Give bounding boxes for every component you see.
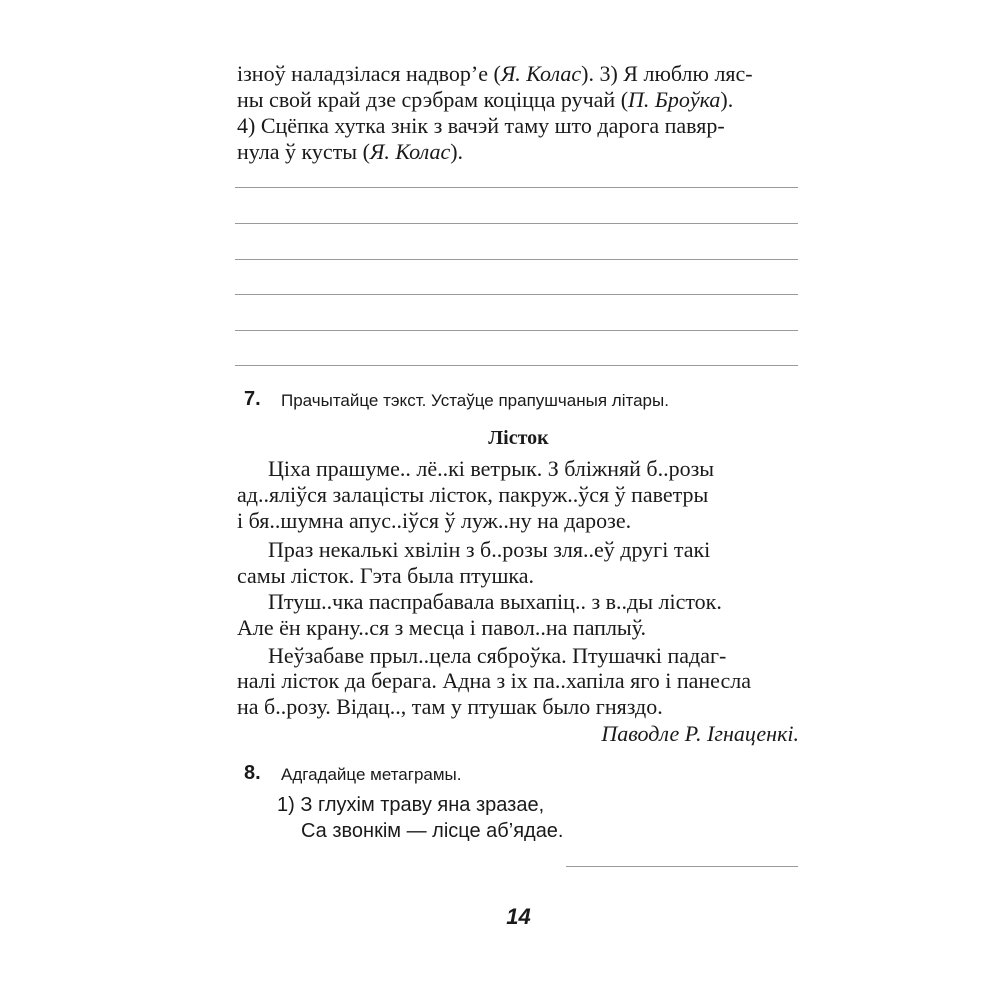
text-title: Лісток <box>488 427 549 449</box>
task-8-instruction: Адгадайце метаграмы. <box>281 765 462 784</box>
writing-line[interactable] <box>235 294 798 295</box>
text-line-5: самы лісток. Гэта была птушка. <box>237 563 535 588</box>
text-attribution: Паводле Р. Ігнаценкі. <box>601 721 799 746</box>
writing-line[interactable] <box>235 223 798 224</box>
intro-line-2: ны свой край дзе срэбрам коціцца ручай (П. Броўка). <box>237 87 734 112</box>
answer-line[interactable] <box>566 866 798 867</box>
text-line-8: Неўзабаве прыл..цела сяброўка. Птушачкі падаг- <box>268 643 727 668</box>
writing-line[interactable] <box>235 365 798 366</box>
text-line-10: на б..розу. Відац.., там у птушак было гняздо. <box>237 694 663 719</box>
text-line-7: Але ён крану..ся з месца і павол..на паплыў. <box>237 615 646 640</box>
text-line-2: ад..яліўся залацісты лісток, пакруж..ўся ў паветры <box>237 482 709 507</box>
riddle-line-2: Са звонкім — лісце аб’ядае. <box>301 820 564 842</box>
intro-line-3: 4) Сцёпка хутка знік з вачэй таму што дарога павяр- <box>237 113 725 138</box>
intro-line-1: ізноў наладзілася надвор’е (Я. Колас). 3) Я люблю ляс- <box>237 61 753 86</box>
writing-line[interactable] <box>235 187 798 188</box>
intro-line-4: нула ў кусты (Я. Колас). <box>237 139 464 164</box>
author-ref: Я. Колас <box>369 139 451 164</box>
author-ref: П. Броўка <box>628 87 721 112</box>
page-number: 14 <box>506 904 531 929</box>
text-line-9: налі лісток да берага. Адна з іх па..хапіла яго і панесла <box>237 668 751 693</box>
text-line-1: Ціха прашуме.. лё..кі ветрык. З бліжняй б..розы <box>268 456 715 481</box>
task-7-instruction: Прачытайце тэкст. Устаўце прапушчаныя літары. <box>281 391 669 410</box>
task-8-number: 8. <box>244 762 261 784</box>
author-ref: Я. Колас <box>500 61 582 86</box>
writing-line[interactable] <box>235 259 798 260</box>
text-line-3: і бя..шумна апус..іўся ў луж..ну на дарозе. <box>237 508 632 533</box>
writing-line[interactable] <box>235 330 798 331</box>
task-7-number: 7. <box>244 388 261 410</box>
riddle-line-1: 1) З глухім траву яна зразае, <box>277 794 545 816</box>
text-line-6: Птуш..чка паспрабавала выхапіц.. з в..ды лісток. <box>268 589 722 614</box>
text-line-4: Праз некалькі хвілін з б..розы зля..еў другі такі <box>268 537 711 562</box>
